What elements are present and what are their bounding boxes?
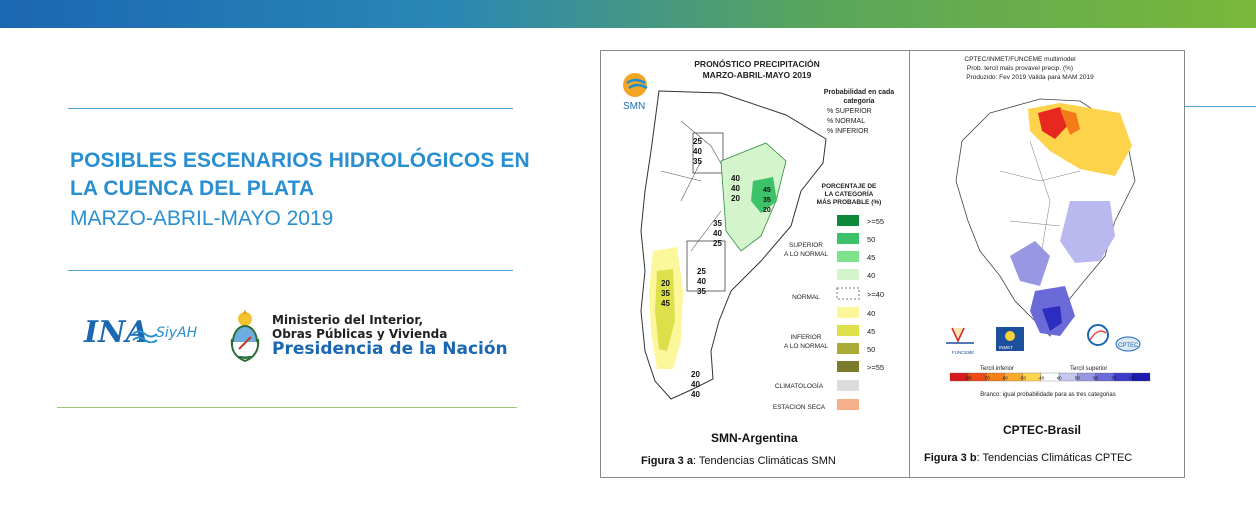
map-label-d3: 25 <box>713 239 722 248</box>
legend-swatch-label: 50 <box>867 345 876 354</box>
smn-map-title-2: MARZO-ABRIL-MAYO 2019 <box>702 70 812 80</box>
legend-swatch-label: 45 <box>867 253 876 262</box>
scale-left-label: Tercil inferior <box>980 366 1015 372</box>
scale-tick-label: -50 <box>1019 375 1026 381</box>
smn-source-label: SMN-Argentina <box>711 431 798 445</box>
figures-panel <box>600 50 1185 478</box>
legend-swatch <box>837 343 859 354</box>
scale-tick-label: -60 <box>1001 375 1008 381</box>
top-gradient-bar <box>0 0 1256 28</box>
legend-group-inferior-2: A LO NORMAL <box>783 343 829 350</box>
legend-swatch <box>837 361 859 372</box>
map-label-a3: 35 <box>693 157 702 166</box>
legend-swatch-label: 45 <box>867 327 876 336</box>
cptec-forecast-map <box>910 51 1186 411</box>
map-label-d2: 40 <box>713 229 722 238</box>
cptec-title-3: Produzido: Fev 2019 Valida para MAM 2019 <box>966 74 1094 81</box>
scale-note: Branco: igual probabilidade para as tres categorias <box>980 392 1116 398</box>
legend-swatch-label: 40 <box>867 271 876 280</box>
scale-tick-label: -40 <box>1037 375 1045 381</box>
figure-b-caption-text: : Tendencias Climáticas CPTEC <box>976 452 1133 464</box>
funceme-logo-text: FUNCEME <box>952 350 975 355</box>
scale-right-label: Tercil superior <box>1070 366 1108 372</box>
title-line-2: LA CUENCA DEL PLATA <box>70 177 315 200</box>
map-label-f2: 35 <box>661 289 670 298</box>
map-label-b1: 40 <box>731 174 740 183</box>
map-label-a1: 25 <box>693 137 702 146</box>
funceme-logo-icon <box>946 328 974 343</box>
legend-header-1: PORCENTAJE DE <box>821 183 877 190</box>
map-label-d1: 35 <box>713 219 722 228</box>
figure-a-caption <box>641 455 836 467</box>
legend-swatch-label: 40 <box>867 309 876 318</box>
title-top-rule <box>68 108 513 109</box>
map-label-c2: 35 <box>763 197 771 204</box>
legend-group-inferior-1: INFERIOR <box>790 334 822 341</box>
legend-group-climatologia: CLIMATOLOGÍA <box>774 383 824 390</box>
cptec-title-2: Prob. tercil mais provavel precip. (%) <box>966 65 1074 72</box>
legend-swatch <box>837 399 859 410</box>
legend-swatch <box>837 251 859 262</box>
ministerio-line-2: Obras Públicas y Vivienda <box>272 327 448 341</box>
legend-swatch <box>837 233 859 244</box>
map-label-g3: 40 <box>691 390 700 399</box>
logos-bottom-rule <box>57 407 517 408</box>
legend-header-2: LA CATEGORÍA <box>824 191 874 198</box>
smn-forecast-map <box>601 51 909 421</box>
legend-swatch-label: >=55 <box>867 217 885 226</box>
scale-tick-label: -80 <box>964 375 972 381</box>
legend-group-normal: NORMAL <box>792 294 820 301</box>
figure-a-caption-text: : Tendencias Climáticas SMN <box>692 455 836 467</box>
legend-swatch <box>837 307 859 318</box>
figure-b-caption-bold: Figura 3 b <box>924 452 977 464</box>
prob-item-superior: % SUPERIOR <box>827 108 872 115</box>
legend-swatch <box>837 215 859 226</box>
title-line-1: POSIBLES ESCENARIOS HIDROLÓGICOS EN <box>70 149 530 172</box>
map-label-e3: 35 <box>697 287 706 296</box>
legend-swatch-label: 50 <box>867 235 876 244</box>
siyah-logo: SiyAH <box>156 325 198 341</box>
map-label-e1: 25 <box>697 267 706 276</box>
legend-header-3: MÁS PROBABLE (%) <box>816 199 882 206</box>
cptec-logo-text: CPTEC <box>1118 343 1139 349</box>
page-subtitle: MARZO-ABRIL-MAYO 2019 <box>70 207 334 230</box>
prob-header-2: categoría <box>843 98 875 105</box>
smn-map-title-1: PRONÓSTICO PRECIPITACIÓN <box>694 59 820 69</box>
legend-swatch <box>837 269 859 280</box>
legend-swatch <box>837 288 859 299</box>
map-label-b2: 40 <box>731 184 740 193</box>
ministerio-line-1: Ministerio del Interior, <box>272 313 424 327</box>
scale-tick-label: 70 <box>1111 375 1117 381</box>
logos-row <box>80 305 520 375</box>
presidencia-text: Presidencia de la Nación <box>272 339 508 359</box>
scale-tick-label: 40 <box>1056 375 1062 381</box>
inmet-logo-text: INMET <box>999 345 1013 350</box>
title-bottom-rule <box>68 270 513 271</box>
ina-logo: INA <box>84 315 149 350</box>
smn-logo-text: SMN <box>623 101 646 112</box>
legend-swatch <box>837 325 859 336</box>
prob-header-1: Probabilidad en cada <box>823 89 895 96</box>
map-label-e2: 40 <box>697 277 706 286</box>
map-label-g1: 20 <box>691 370 700 379</box>
map-label-f3: 45 <box>661 299 670 308</box>
scale-tick-label: 50 <box>1074 375 1080 381</box>
smn-logo-icon <box>623 73 647 97</box>
ministerio-text <box>272 313 447 341</box>
wave-icon <box>132 329 158 343</box>
legend-group-superior-2: A LO NORMAL <box>783 251 829 258</box>
prob-item-normal: % NORMAL <box>827 118 866 125</box>
cptec-source-label: CPTEC-Brasil <box>1003 423 1082 437</box>
legend-swatches <box>837 215 884 410</box>
map-label-c1: 45 <box>763 187 771 194</box>
scale-tick-label: 80 <box>1129 375 1135 381</box>
map-label-f1: 20 <box>661 279 670 288</box>
prob-item-inferior: % INFERIOR <box>827 128 869 135</box>
cptec-title-1: CPTEC/INMET/FUNCEME multimodel <box>964 56 1076 63</box>
map-label-g2: 40 <box>691 380 700 389</box>
map-label-c3: 20 <box>763 207 771 214</box>
national-crest-icon <box>228 309 262 363</box>
legend-swatch-label: >=40 <box>867 290 885 299</box>
figure-a-caption-bold: Figura 3 a <box>641 455 693 467</box>
cptec-color-scale <box>950 373 1150 381</box>
legend-swatch <box>837 380 859 391</box>
legend-group-estacion-seca: ESTACION SECA <box>772 404 826 411</box>
figure-b-caption <box>924 452 1132 464</box>
map-label-a2: 40 <box>693 147 702 156</box>
scale-tick-label: -70 <box>983 375 990 381</box>
scale-tick-label: 60 <box>1092 375 1098 381</box>
legend-group-superior-1: SUPERIOR <box>789 242 823 249</box>
legend-swatch-label: >=55 <box>867 363 885 372</box>
scale-color-cell <box>1132 373 1150 381</box>
page-title <box>70 147 550 203</box>
map-label-b3: 20 <box>731 194 740 203</box>
